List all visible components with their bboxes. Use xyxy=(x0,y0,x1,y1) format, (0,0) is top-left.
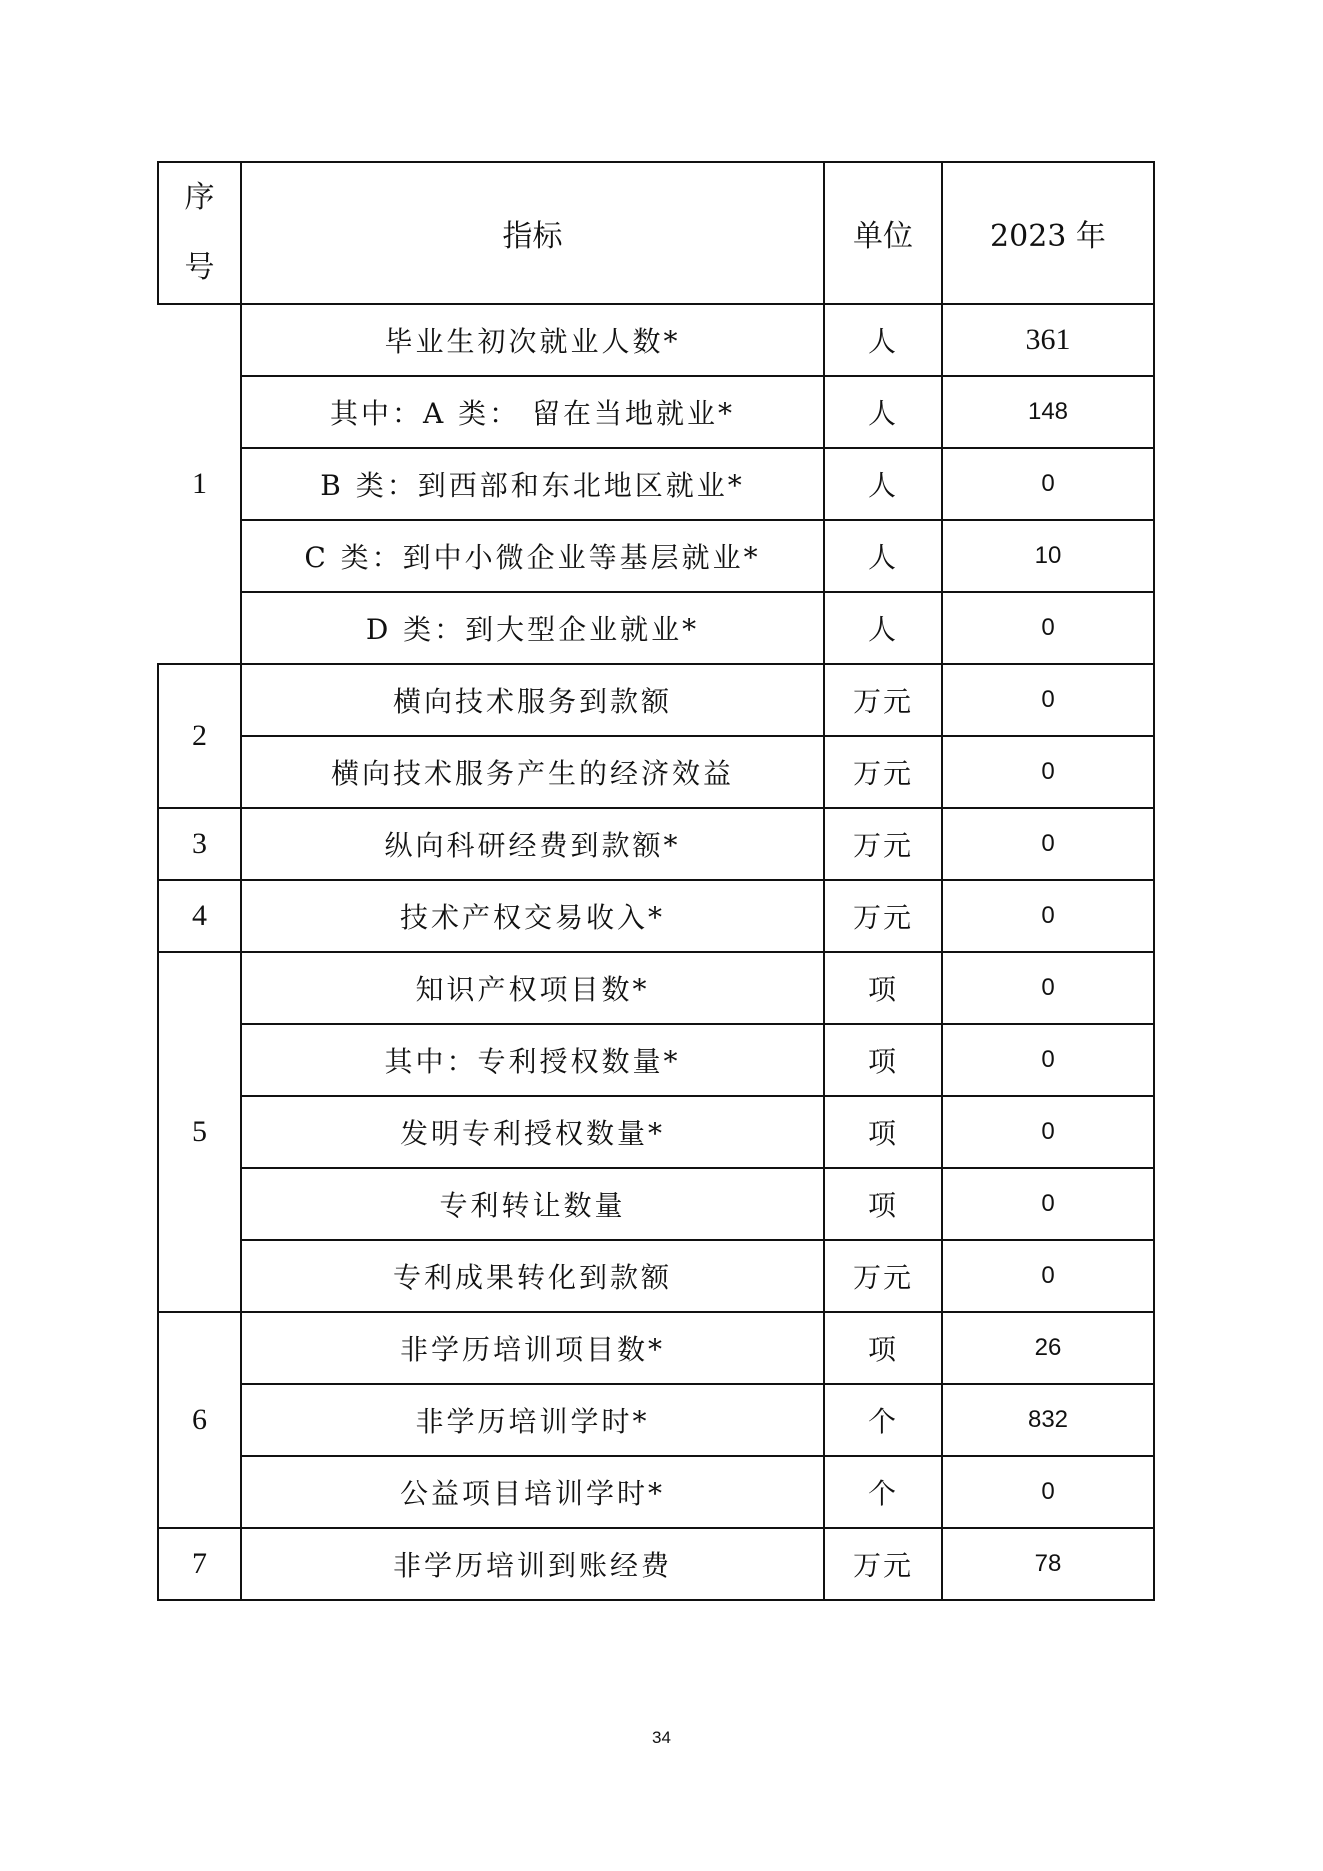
row-seq-number: 2 xyxy=(158,664,241,808)
value-cell: 0 xyxy=(942,736,1154,808)
indicator-cell: D 类：到大型企业就业* xyxy=(241,592,824,664)
table-row xyxy=(158,952,1154,1024)
indicator-cell: 非学历培训学时* xyxy=(241,1384,824,1456)
table-row xyxy=(158,1024,1154,1096)
indicator-cell: C 类：到中小微企业等基层就业* xyxy=(241,520,824,592)
table-row xyxy=(158,736,1154,808)
row-seq-number: 7 xyxy=(158,1528,241,1600)
indicator-cell: 横向技术服务到款额 xyxy=(241,664,824,736)
value-cell: 0 xyxy=(942,1240,1154,1312)
value-cell: 0 xyxy=(942,1456,1154,1528)
row-seq-number: 1 xyxy=(158,304,241,664)
unit-cell: 万元 xyxy=(824,1240,942,1312)
table-row xyxy=(158,1528,1154,1600)
value-cell: 0 xyxy=(942,1024,1154,1096)
indicator-cell: 非学历培训项目数* xyxy=(241,1312,824,1384)
unit-cell: 项 xyxy=(824,1024,942,1096)
indicator-cell: 专利成果转化到款额 xyxy=(241,1240,824,1312)
indicator-cell: 知识产权项目数* xyxy=(241,952,824,1024)
header-unit: 单位 xyxy=(824,162,942,304)
value-cell: 0 xyxy=(942,808,1154,880)
value-cell: 0 xyxy=(942,952,1154,1024)
table-row xyxy=(158,1384,1154,1456)
table-row xyxy=(158,808,1154,880)
header-seq xyxy=(158,162,241,304)
header-seq-bottom: 号 xyxy=(184,250,215,285)
table-row xyxy=(158,664,1154,736)
value-cell: 832 xyxy=(942,1384,1154,1456)
header-indicator: 指标 xyxy=(241,162,824,304)
unit-cell: 项 xyxy=(824,952,942,1024)
value-cell: 0 xyxy=(942,880,1154,952)
page-number: 34 xyxy=(652,1728,671,1747)
row-seq-number: 5 xyxy=(158,952,241,1312)
table-row xyxy=(158,520,1154,592)
value-cell: 26 xyxy=(942,1312,1154,1384)
indicator-cell: 公益项目培训学时* xyxy=(241,1456,824,1528)
table-row xyxy=(158,376,1154,448)
indicator-table xyxy=(157,161,1155,1601)
indicator-cell: 专利转让数量 xyxy=(241,1168,824,1240)
table-body xyxy=(158,304,1154,1600)
unit-cell: 人 xyxy=(824,304,942,376)
unit-cell: 万元 xyxy=(824,1528,942,1600)
table-row xyxy=(158,1456,1154,1528)
table-row xyxy=(158,448,1154,520)
unit-cell: 个 xyxy=(824,1456,942,1528)
value-cell: 148 xyxy=(942,376,1154,448)
header-year: 2023 年 xyxy=(942,162,1154,304)
unit-cell: 万元 xyxy=(824,880,942,952)
indicator-cell: 毕业生初次就业人数* xyxy=(241,304,824,376)
table-row xyxy=(158,880,1154,952)
row-seq-number: 4 xyxy=(158,880,241,952)
unit-cell: 项 xyxy=(824,1096,942,1168)
value-cell: 0 xyxy=(942,592,1154,664)
indicator-cell: B 类：到西部和东北地区就业* xyxy=(241,448,824,520)
value-cell: 0 xyxy=(942,448,1154,520)
value-cell: 10 xyxy=(942,520,1154,592)
value-cell: 0 xyxy=(942,664,1154,736)
unit-cell: 人 xyxy=(824,592,942,664)
indicator-cell: 横向技术服务产生的经济效益 xyxy=(241,736,824,808)
row-seq-number: 3 xyxy=(158,808,241,880)
indicator-cell: 非学历培训到账经费 xyxy=(241,1528,824,1600)
indicator-cell: 发明专利授权数量* xyxy=(241,1096,824,1168)
value-cell: 0 xyxy=(942,1096,1154,1168)
indicator-cell: 技术产权交易收入* xyxy=(241,880,824,952)
table-row xyxy=(158,1168,1154,1240)
table-row xyxy=(158,1312,1154,1384)
unit-cell: 项 xyxy=(824,1168,942,1240)
table-row xyxy=(158,1240,1154,1312)
unit-cell: 个 xyxy=(824,1384,942,1456)
value-cell: 78 xyxy=(942,1528,1154,1600)
unit-cell: 人 xyxy=(824,520,942,592)
unit-cell: 人 xyxy=(824,448,942,520)
indicator-cell: 纵向科研经费到款额* xyxy=(241,808,824,880)
table-header-row xyxy=(158,162,1154,304)
unit-cell: 人 xyxy=(824,376,942,448)
indicator-cell: 其中：专利授权数量* xyxy=(241,1024,824,1096)
value-cell: 361 xyxy=(942,304,1154,376)
unit-cell: 万元 xyxy=(824,736,942,808)
table-row xyxy=(158,592,1154,664)
value-cell: 0 xyxy=(942,1168,1154,1240)
row-seq-number: 6 xyxy=(158,1312,241,1528)
unit-cell: 项 xyxy=(824,1312,942,1384)
table-row xyxy=(158,304,1154,376)
table-row xyxy=(158,1096,1154,1168)
header-seq-top: 序 xyxy=(184,180,215,215)
indicator-cell: 其中：A 类： 留在当地就业* xyxy=(241,376,824,448)
unit-cell: 万元 xyxy=(824,664,942,736)
unit-cell: 万元 xyxy=(824,808,942,880)
